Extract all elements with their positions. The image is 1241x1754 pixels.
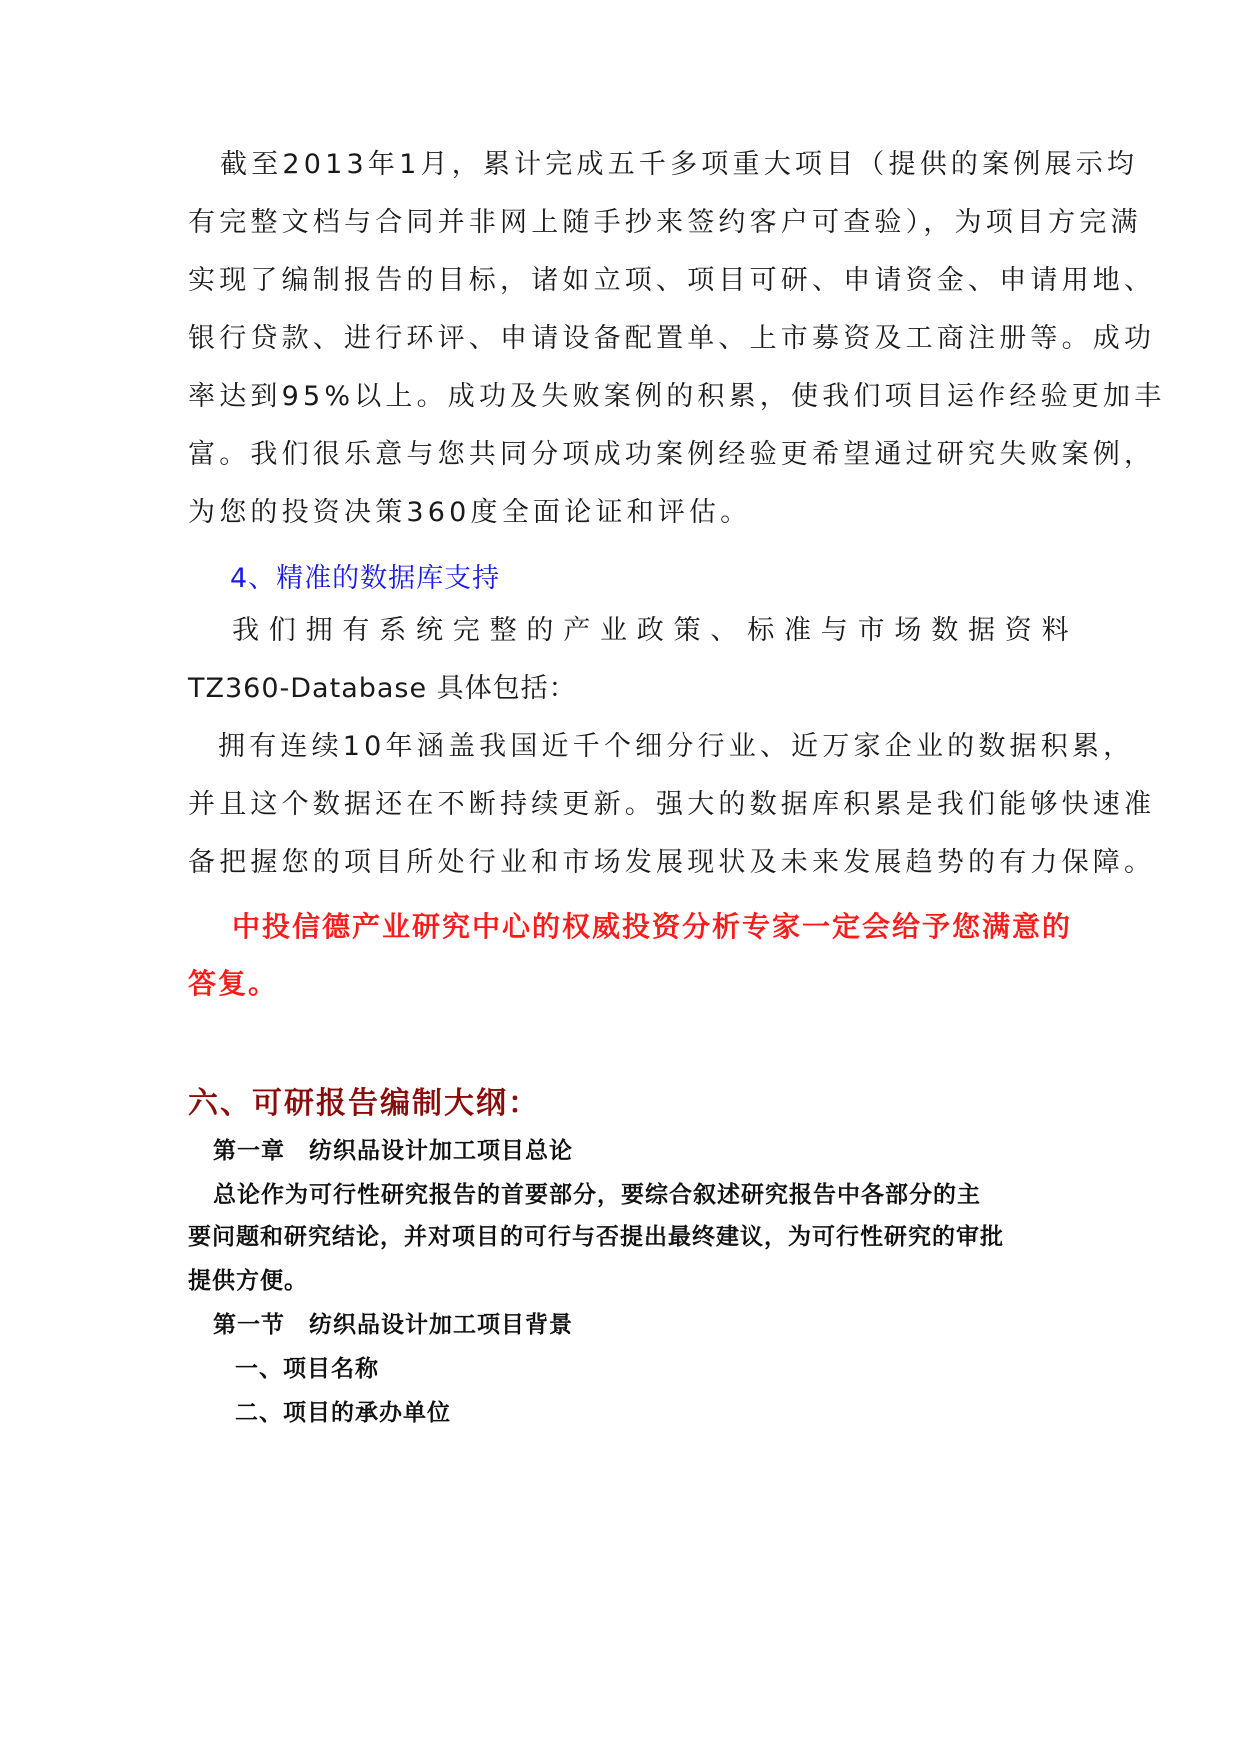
paragraph3-line-2: 并且这个数据还在不断持续更新。强大的数据库积累是我们能够快速准 (188, 789, 1156, 820)
paragraph1-line-1: 截至2013年1月，累计完成五千多项重大项目（提供的案例展示均 (220, 149, 1139, 180)
paragraph1-line-2: 有完整文档与合同并非网上随手抄来签约客户可查验），为项目方完满 (188, 207, 1142, 238)
paragraph1-line-4: 银行贷款、进行环评、申请设备配置单、上市募资及工商注册等。成功 (188, 323, 1156, 354)
outline-item-2: 二、项目的承办单位 (235, 1400, 451, 1426)
highlight-line-2: 答复。 (188, 967, 279, 1000)
paragraph1-line-3: 实现了编制报告的目标，诸如立项、项目可研、申请资金、申请用地、 (188, 265, 1156, 296)
outline-item-1: 一、项目名称 (235, 1356, 379, 1382)
chapter1-body-line-1: 总论作为可行性研究报告的首要部分，要综合叙述研究报告中各部分的主 (213, 1182, 981, 1208)
section1-title: 第一节 纺织品设计加工项目背景 (213, 1312, 573, 1338)
paragraph2-line-1: 我们拥有系统完整的产业政策、标准与市场数据资料 (232, 615, 1079, 646)
paragraph3-line-1: 拥有连续10年涵盖我国近千个细分行业、近万家企业的数据积累， (218, 731, 1135, 762)
highlight-line-1: 中投信德产业研究中心的权威投资分析专家一定会给予您满意的 (232, 910, 1073, 943)
paragraph2-line-2: TZ360-Database 具体包括： (188, 673, 577, 704)
chapter1-body-line-3: 提供方便。 (188, 1268, 308, 1294)
paragraph1-line-6: 富。我们很乐意与您共同分项成功案例经验更希望通过研究失败案例， (188, 439, 1156, 470)
chapter1-title: 第一章 纺织品设计加工项目总论 (213, 1138, 573, 1164)
section4-title: 4、精准的数据库支持 (230, 563, 501, 594)
paragraph1-line-5: 率达到95%以上。成功及失败案例的积累，使我们项目运作经验更加丰 (188, 381, 1166, 412)
paragraph1-line-7: 为您的投资决策360度全面论证和评估。 (188, 497, 752, 528)
paragraph3-line-3: 备把握您的项目所处行业和市场发展现状及未来发展趋势的有力保障。 (188, 847, 1156, 878)
outline-heading: 六、可研报告编制大纲： (188, 1086, 540, 1121)
chapter1-body-line-2: 要问题和研究结论，并对项目的可行与否提出最终建议，为可行性研究的审批 (188, 1224, 1004, 1250)
